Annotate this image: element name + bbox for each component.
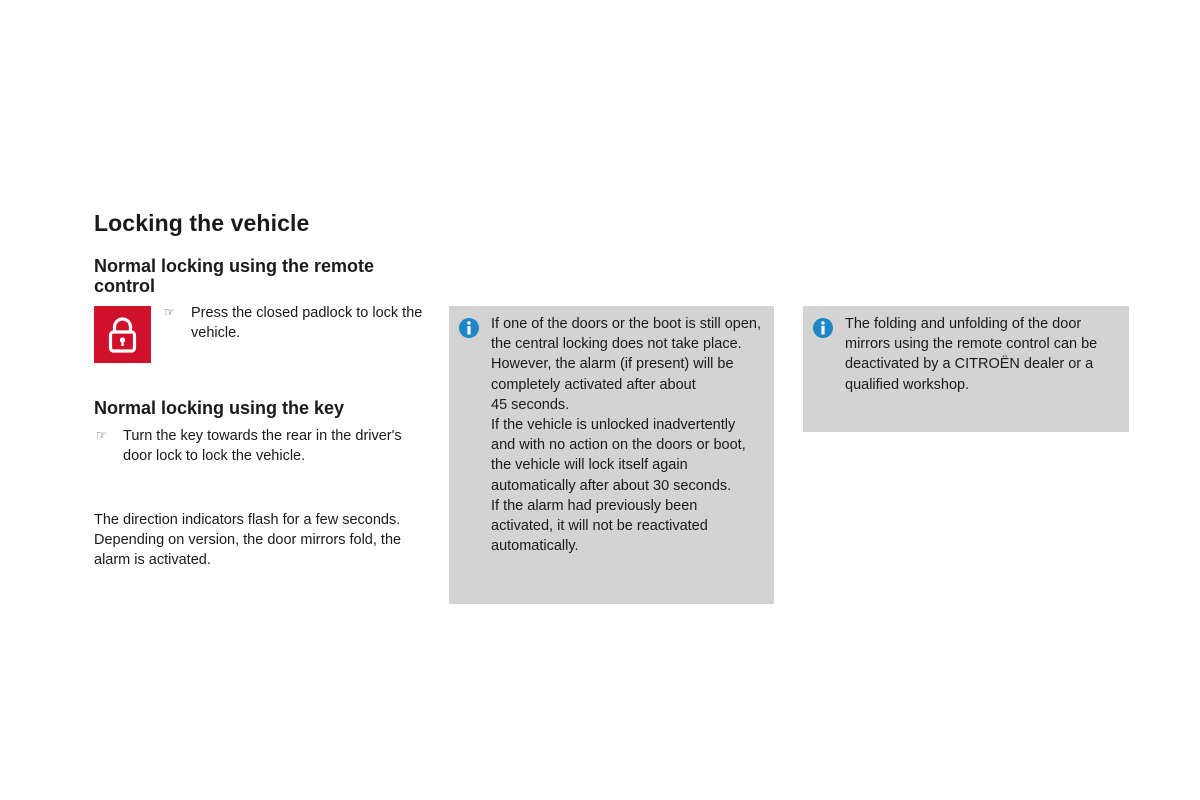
info-icon (459, 318, 479, 338)
indicators-note-line-1: The direction indicators flash for a few seconds. (94, 512, 401, 528)
info-icon (813, 318, 833, 338)
closed-padlock-icon (94, 306, 151, 363)
pointing-hand-icon: ☞ (164, 305, 175, 319)
remote-locking-instruction: Press the closed padlock to lock the vehicle. (191, 305, 423, 342)
info-box-central-locking-text: If one of the doors or the boot is still open, the central locking does not take place. However, the alarm (if present) will be completely activated after about 45 seconds. If the vehicle is unlocked inadvertently and with no action on the doors or boot, the vehicle will lock itself again automatically after about 30 seconds. If the alarm had previously been activated, it will not be reactivated automatically. (491, 316, 762, 555)
page-title: Locking the vehicle (94, 210, 310, 236)
pointing-hand-icon: ☞ (96, 428, 107, 442)
info-box-door-mirrors (803, 306, 1129, 432)
indicators-note (94, 510, 404, 571)
remote-locking-heading: Normal locking using the remote control (94, 256, 375, 296)
key-locking-heading: Normal locking using the key (94, 398, 345, 418)
info-box-central-locking (449, 306, 774, 604)
info-box-door-mirrors-text: The folding and unfolding of the door mirrors using the remote control can be deactivated by a CITROËN dealer or a qualified workshop. (845, 316, 1098, 393)
indicators-note-line-2: Depending on version, the door mirrors fold, the alarm is activated. (94, 532, 402, 569)
closed-padlock-button (94, 306, 151, 363)
key-locking-instruction: Turn the key towards the rear in the driver's door lock to lock the vehicle. (123, 428, 402, 465)
